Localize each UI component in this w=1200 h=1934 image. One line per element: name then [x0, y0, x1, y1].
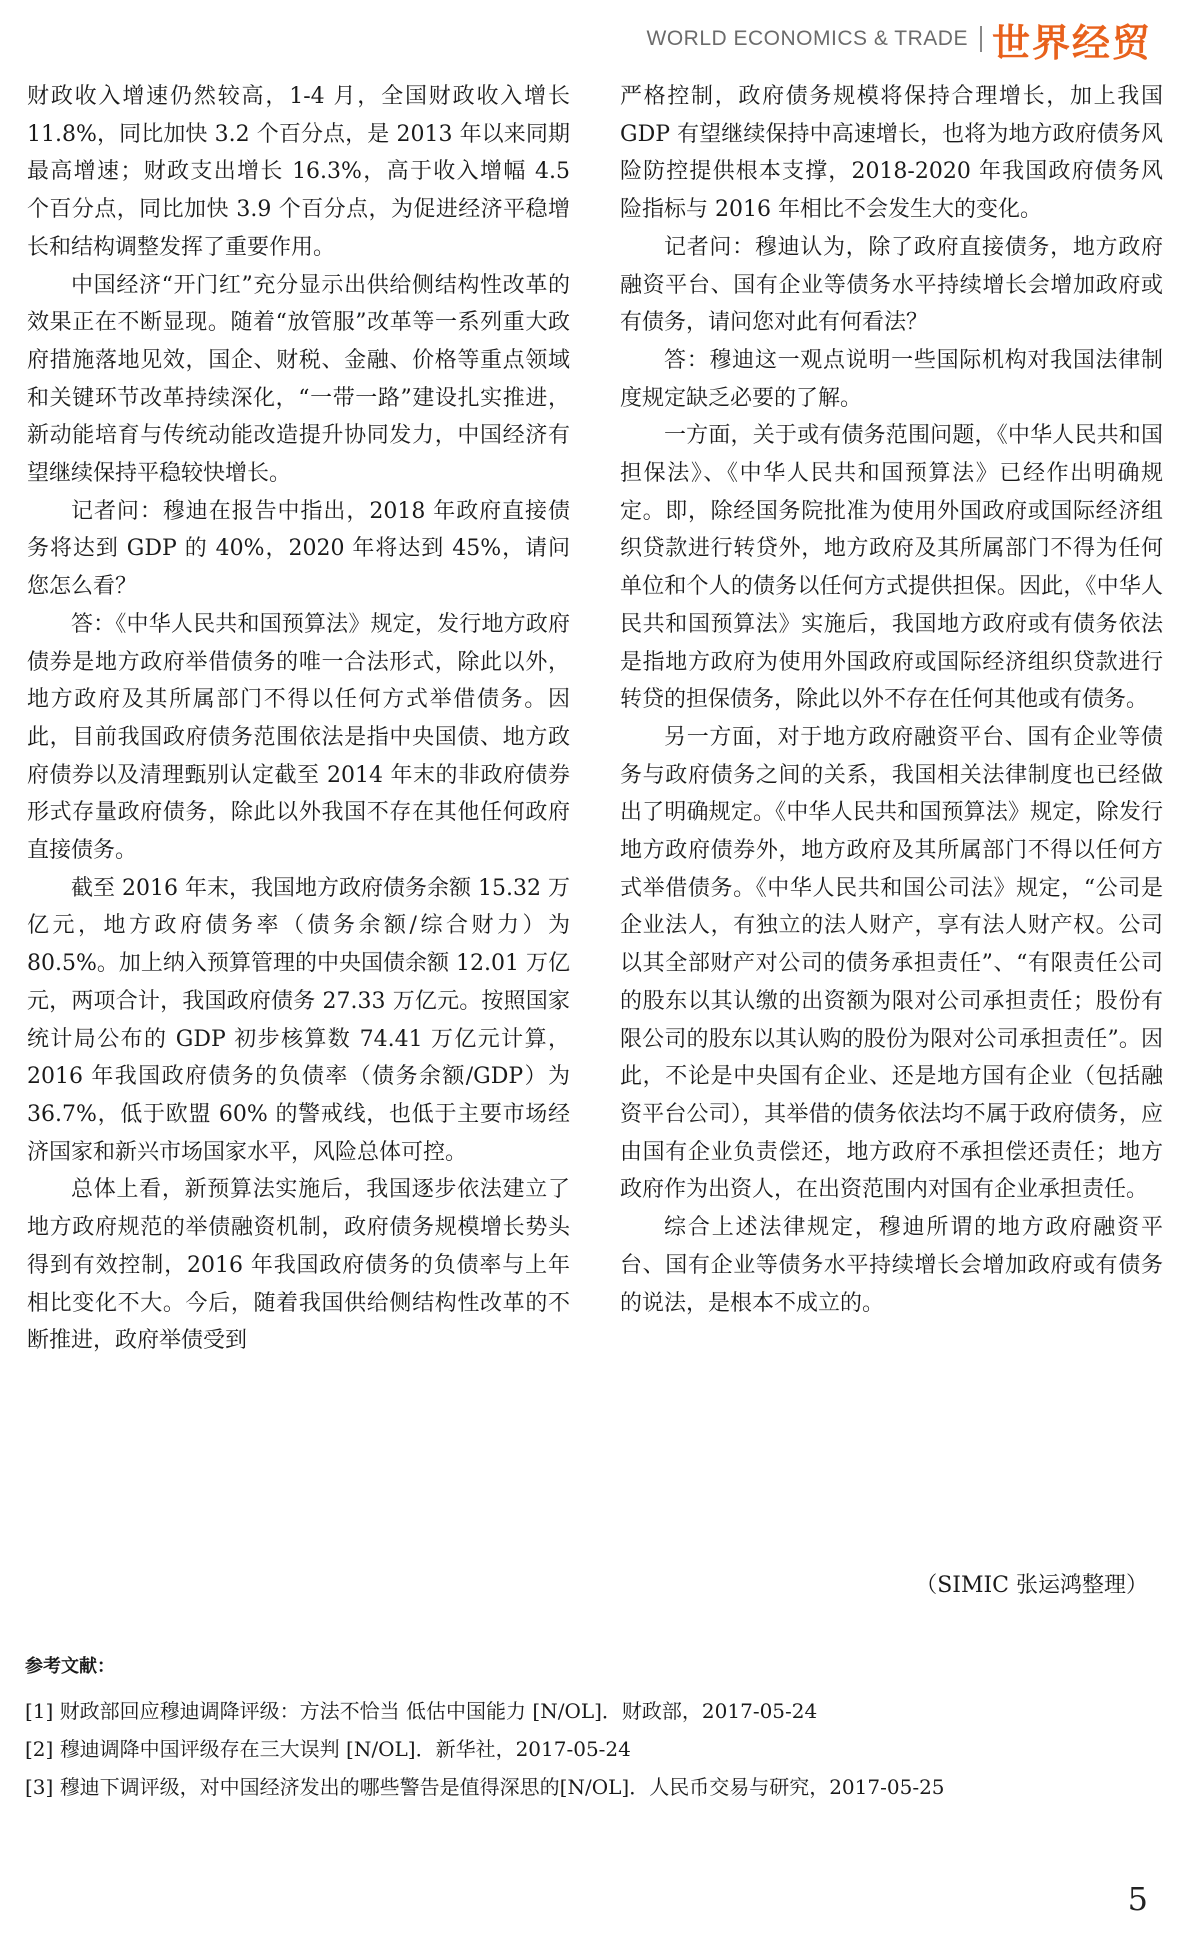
reference-item: [2] 穆迪调降中国评级存在三大误判 [N/OL]．新华社，2017-05-24: [25, 1737, 631, 1761]
answer-paragraph: 答：穆迪这一观点说明一些国际机构对我国法律制度规定缺乏必要的了解。: [620, 347, 1163, 411]
question-paragraph: 记者问：穆迪在报告中指出，2018 年政府直接债务将达到 GDP 的 40%，2020 年将达到 45%，请问您怎么看？: [27, 498, 570, 600]
references-section: [25, 1652, 1175, 1806]
header-separator: [980, 26, 982, 52]
references-title: 参考文献：: [25, 1656, 115, 1677]
paragraph: 总体上看，新预算法实施后，我国逐步依法建立了地方政府规范的举债融资机制，政府债务规模增长势头得到有效控制，2016 年我国政府债务的负债率与上年相比变化不大。今后，随着我国供给侧结构性改革的不断推进，政府举债受到: [27, 1177, 570, 1354]
page-number: 5: [1127, 1880, 1148, 1918]
paragraph: 另一方面，对于地方政府融资平台、国有企业等债务与政府债务之间的关系，我国相关法律制度也已经做出了明确规定。《中华人民共和国预算法》规定，除发行地方政府债券外，地方政府及其所属部门不得以任何方式举借债务。《中华人民共和国公司法》规定，“公司是企业法人，有独立的法人财产，享有法人财产权。公司以其全部财产对公司的债务承担责任”、“有限责任公司的股东以其认缴的出资额为限对公司承担责任；股份有限公司的股东以其认购的股份为限对公司承担责任”。因此，不论是中央国有企业、还是地方国有企业（包括融资平台公司），其举借的债务依法均不属于政府债务，应由国有企业负责偿还，地方政府不承担偿还责任；地方政府作为出资人，在出资范围内对国有企业承担责任。: [620, 724, 1163, 1203]
header-chinese-title: 世界经贸: [991, 20, 1152, 65]
paragraph: 综合上述法律规定，穆迪所谓的地方政府融资平台、国有企业等债务水平持续增长会增加政府或有债务的说法，是根本不成立的。: [620, 1215, 1163, 1316]
answer-paragraph: 答：《中华人民共和国预算法》规定，发行地方政府债券是地方政府举借债务的唯一合法形式，除此以外，地方政府及其所属部门不得以任何方式举借债务。因此，目前我国政府债务范围依法是指中央国债、地方政府债券以及清理甄别认定截至 2014 年末的非政府债券形式存量政府债务，除此以外我国不存在其他任何政府直接债务。: [27, 611, 570, 864]
left-column: [27, 78, 570, 1548]
paragraph: 截至 2016 年末，我国地方政府债务余额 15.32 万亿元，地方政府债务率（债务余额/综合财力）为 80.5%。加上纳入预算管理的中央国债余额 12.01 万亿元，两项合计，我国政府债务 27.33 万亿元。按照国家统计局公布的 GDP 初步核算数 74.41 万亿元计算，2016 年我国政府债务的负债率（债务余额/GDP）为 36.7%，低于欧盟 60% 的警戒线，也低于主要市场经济国家和新兴市场国家水平，风险总体可控。: [27, 875, 570, 1165]
question-paragraph: 记者问：穆迪认为，除了政府直接债务，地方政府融资平台、国有企业等债务水平持续增长会增加政府或有债务，请问您对此有何看法？: [620, 234, 1163, 336]
editor-credit: （SIMIC 张运鸿整理）: [915, 1573, 1148, 1598]
reference-item: [1] 财政部回应穆迪调降评级：方法不恰当 低估中国能力 [N/OL]．财政部，2017-05-24: [25, 1699, 818, 1723]
paragraph: 中国经济“开门红”充分显示出供给侧结构性改革的效果正在不断显现。随着“放管服”改革等一系列重大政府措施落地见效，国企、财税、金融、价格等重点领域和关键环节改革持续深化，“一带一路”建设扎实推进，新动能培育与传统动能改造提升协同发力，中国经济有望继续保持平稳较快增长。: [27, 272, 570, 487]
paragraph: 严格控制，政府债务规模将保持合理增长，加上我国 GDP 有望继续保持中高速增长，也将为地方政府债务风险防控提供根本支撑，2018-2020 年我国政府债务风险指标与 2016 年相比不会发生大的变化。: [620, 84, 1163, 223]
reference-item: [3] 穆迪下调评级，对中国经济发出的哪些警告是值得深思的[N/OL]．人民币交易与研究，2017-05-25: [25, 1775, 945, 1799]
paragraph: 一方面，关于或有债务范围问题，《中华人民共和国担保法》、《中华人民共和国预算法》已经作出明确规定。即，除经国务院批准为使用外国政府或国际经济组织贷款进行转贷外，地方政府及其所属部门不得为任何单位和个人的债务以任何方式提供担保。因此，《中华人民共和国预算法》实施后，我国地方政府或有债务依法是指地方政府为使用外国政府或国际经济组织贷款进行转贷的担保债务，除此以外不存在任何其他或有债务。: [620, 423, 1163, 713]
page-header: [647, 14, 1153, 64]
paragraph: 财政收入增速仍然较高，1-4 月，全国财政收入增长 11.8%，同比加快 3.2 个百分点，是 2013 年以来同期最高增速；财政支出增长 16.3%，高于收入增幅 4.5 个百分点，同比加快 3.9 个百分点，为促进经济平稳增长和结构调整发挥了重要作用。: [27, 84, 570, 260]
header-english-title: WORLD ECONOMICS & TRADE: [646, 27, 968, 50]
right-column: [620, 78, 1163, 1548]
article-body: [27, 78, 1163, 1548]
